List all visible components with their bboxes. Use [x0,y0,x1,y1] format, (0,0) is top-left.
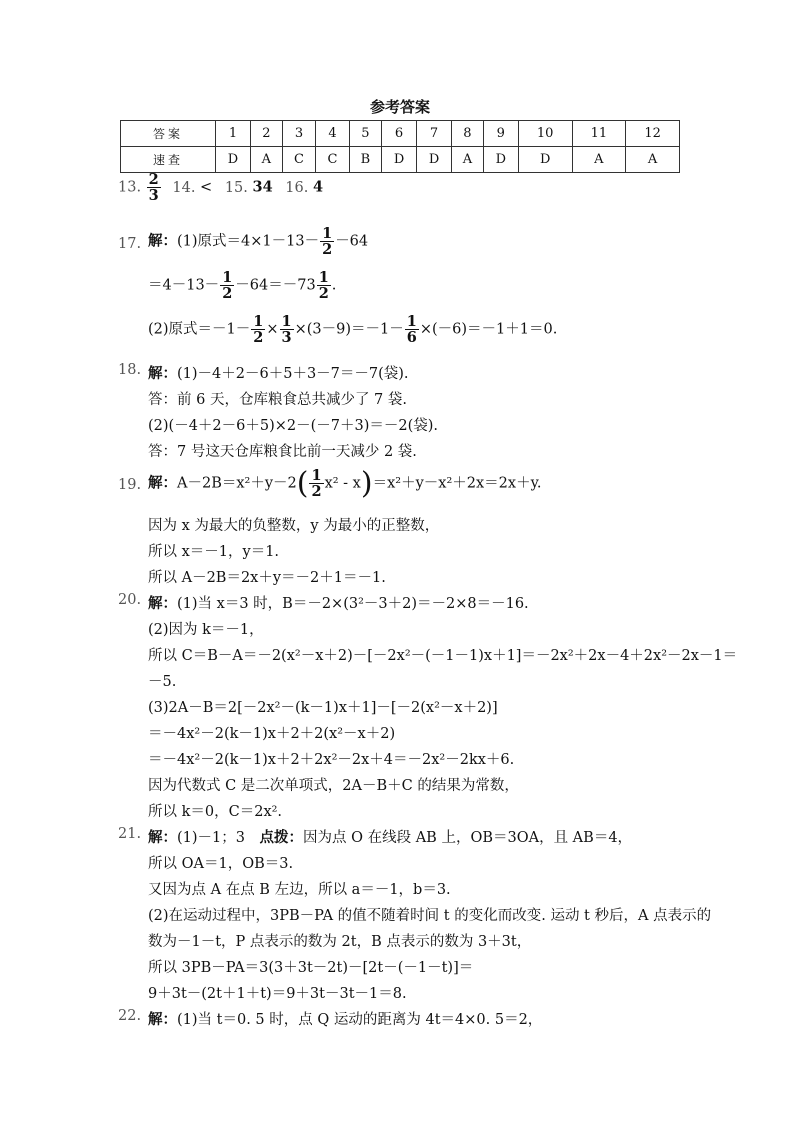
solution-label: 解： [148,595,177,612]
hint-label: 点拨： [259,829,303,846]
fraction-denominator: 2 [253,329,264,347]
table-cell: 11 [572,121,626,147]
q17-line-1 [148,226,368,257]
table-cell: 8 [452,121,484,147]
fraction-half [251,314,265,345]
q22-text: (1)当 t＝0. 5 时，点 Q 运动的距离为 4t＝4×0. 5＝2， [177,1012,543,1028]
question-number-18: 18. [118,362,142,378]
fraction-half [220,270,234,301]
question-number-17: 17. [118,236,142,252]
q20-line-5: (3)2A－B＝2[－2x²－(k－1)x＋1]－[－2(x²－x＋2)] [148,700,498,716]
fraction-sixth [405,314,419,345]
row-label-quick-check: 速查 [121,147,216,173]
q17-text: (1)原式＝4×1－13－ [177,233,320,250]
q18-line-4: 答：7 号这天仓库粮食比前一天减少 2 袋. [148,444,417,460]
q20-text: (1)当 x＝3 时，B＝－2×(3²－3＋2)＝－2×8＝－16. [177,596,529,612]
right-paren: ) [360,466,373,501]
fraction-denominator: 6 [406,329,417,347]
table-cell: B [349,147,381,173]
fraction-third [280,314,294,345]
table-cell: A [250,147,282,173]
table-cell: 12 [626,121,680,147]
fraction-numerator: 1 [322,225,333,242]
q21-text: 因为点 O 在线段 AB 上，OB＝3OA，且 AB＝4， [303,830,633,846]
fraction-numerator: 1 [281,313,292,330]
question-number-16: 16. [285,179,309,196]
question-number-15: 15. [224,179,248,196]
question-number-14: 14. [172,179,196,196]
q20-line-8: 因为代数式 C 是二次单项式，2A－B＋C 的结果为常数， [148,778,519,794]
table-cell: D [483,147,518,173]
question-number-22: 22. [118,1008,142,1024]
q17-text: －64＝－73 [235,277,316,294]
table-cell: D [216,147,251,173]
fraction-numerator: 2 [148,171,159,188]
q20-line-4: －5. [148,674,177,690]
answer-16: 4 [312,178,324,196]
fraction-denominator: 3 [281,329,292,347]
fraction-numerator: 1 [318,269,329,286]
q21-line-3: 又因为点 A 在点 B 左边，所以 a＝－1，b＝3. [148,882,451,898]
fraction-half [309,468,323,499]
q22-line-1 [148,1008,542,1029]
table-cell: 7 [417,121,452,147]
fraction-denominator: 2 [311,483,322,500]
solution-label: 解： [148,1011,177,1028]
table-cell: A [572,147,626,173]
q17-line-2 [148,270,336,301]
table-cell: 10 [518,121,572,147]
q17-text: ＝4－13－ [148,277,220,294]
q19-line-3: 所以 x＝－1，y＝1. [148,544,280,560]
table-cell: 6 [382,121,417,147]
fraction-denominator: 2 [318,285,329,303]
q17-text: × [266,321,279,338]
q21-text: (1)－1；3 [177,830,260,846]
q21-line-1 [148,826,632,847]
q19-text: x² - x [324,475,361,492]
q20-line-9: 所以 k＝0，C＝2x². [148,804,283,820]
q17-text: －64 [335,233,369,250]
solution-label: 解： [148,365,177,382]
q21-line-6: 所以 3PB－PA＝3(3＋3t－2t)－[2t－(－1－t)]＝ [148,960,474,976]
q21-line-4: (2)在运动过程中，3PB－PA 的值不随着时间 t 的变化而改变. 运动 t 秒后，A 点表示的 [148,908,712,924]
solution-label: 解： [148,232,177,250]
fraction-numerator: 1 [253,313,264,330]
q19-line-2: 因为 x 为最大的负整数，y 为最小的正整数， [148,518,440,534]
table-cell: 4 [316,121,350,147]
fraction-two-thirds [147,172,161,203]
table-cell: 2 [250,121,282,147]
table-cell: 1 [216,121,251,147]
table-cell: 5 [349,121,381,147]
table-cell: C [282,147,316,173]
q20-line-6: ＝－4x²－2(k－1)x＋2＋2(x²－x＋2) [148,726,396,742]
row-label-answers: 答案 [121,121,216,147]
question-number-19: 19. [118,477,142,493]
q19-line-1 [148,466,541,501]
left-paren: ( [296,466,309,501]
q19-text: A－2B＝x²＋y－2 [177,475,297,492]
fraction-numerator: 1 [222,269,233,286]
q17-text: . [331,277,337,294]
q17-text: ×(3－9)＝－1－ [294,321,404,338]
answer-14: < [200,179,213,196]
table-row-numbers [121,121,680,147]
fraction-half [320,226,334,257]
q21-line-5: 数为－1－t，P 点表示的数为 2t，B 点表示的数为 3＋3t， [148,934,532,950]
question-number-13: 13. [118,179,142,196]
table-cell: D [382,147,417,173]
q21-line-7: 9＋3t－(2t＋1＋t)＝9＋3t－3t－1＝8. [148,986,407,1002]
table-cell: C [316,147,350,173]
q18-line-3: (2)(－4＋2－6＋5)×2－(－7＋3)＝－2(袋). [148,418,439,434]
q19-text: ＝x²＋y－x²＋2x＝2x＋y. [372,475,542,492]
fraction-denominator: 2 [222,285,233,303]
table-cell: 3 [282,121,316,147]
q18-text: (1)－4＋2－6＋5＋3－7＝－7(袋). [177,366,409,382]
q20-line-2: (2)因为 k＝－1， [148,622,264,638]
solution-label: 解： [148,474,177,492]
table-cell: D [518,147,572,173]
q20-line-1 [148,592,529,613]
solution-label: 解： [148,829,177,846]
fraction-half [317,270,331,301]
q18-line-2: 答：前 6 天，仓库粮食总共减少了 7 袋. [148,392,407,408]
table-cell: D [417,147,452,173]
q17-line-3 [148,314,557,345]
fraction-denominator: 3 [148,187,159,205]
fraction-numerator: 1 [406,313,417,330]
q17-text: ×(－6)＝－1＋1＝0. [419,321,558,338]
q17-text: (2)原式＝－1－ [148,321,251,338]
page-title: 参考答案 [369,98,430,116]
q19-line-4: 所以 A－2B＝2x＋y＝－2＋1＝－1. [148,570,386,586]
q20-line-3: 所以 C＝B－A＝－2(x²－x＋2)－[－2x²－(－1－1)x＋1]＝－2x²＋2x－4＋2x²－2x－1＝ [148,648,738,664]
fraction-denominator: 2 [322,241,333,259]
fraction-numerator: 1 [311,466,322,484]
question-number-20: 20. [118,592,142,608]
table-cell: 9 [483,121,518,147]
answer-table [120,120,680,173]
q18-line-1 [148,362,409,383]
table-cell: A [452,147,484,173]
answers-13-16 [118,172,323,203]
question-number-21: 21. [118,826,142,842]
table-row-answers [121,147,680,173]
table-cell: A [626,147,680,173]
answer-15: 34 [252,178,273,196]
q20-line-7: ＝－4x²－2(k－1)x＋2＋2x²－2x＋4＝－2x²－2kx＋6. [148,752,515,768]
q21-line-2: 所以 OA＝1，OB＝3. [148,856,294,872]
